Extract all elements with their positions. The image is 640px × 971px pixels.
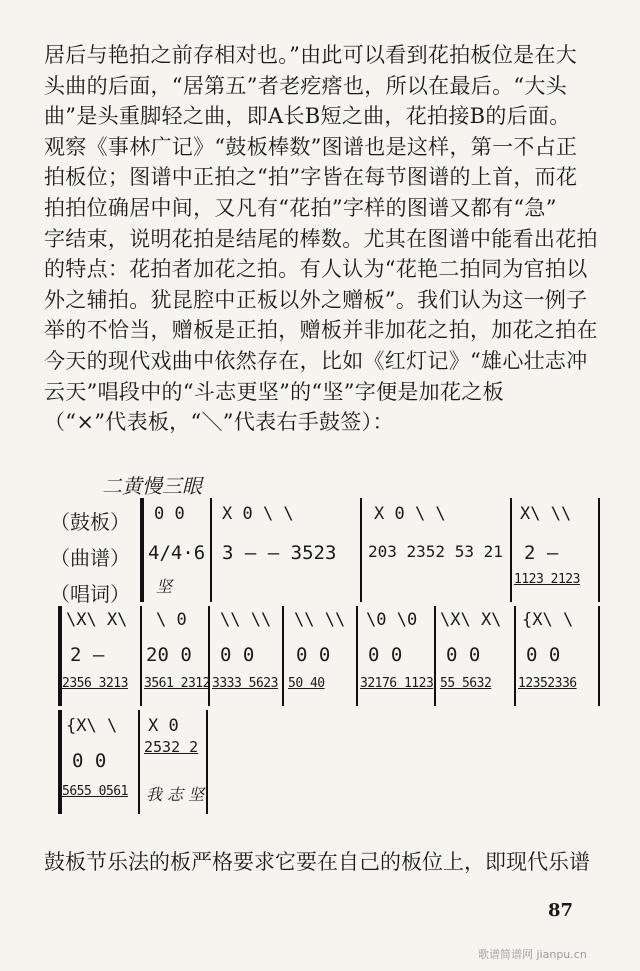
text-line: 今天的现代戏曲中依然存在，比如《红灯记》“雄心壮志冲 bbox=[44, 348, 588, 373]
melody-notation: 0 0 bbox=[220, 644, 255, 666]
barline bbox=[206, 710, 208, 814]
score-title: 二黄慢三眼 bbox=[102, 474, 202, 498]
accompaniment-notation: 55 5632 bbox=[440, 676, 492, 691]
accompaniment-notation: 5655 0561 bbox=[62, 784, 128, 799]
barline bbox=[598, 498, 600, 602]
row-label-lyric: （唱词） bbox=[50, 582, 130, 606]
body-paragraph bbox=[44, 40, 604, 438]
drum-notation: \X\ X\ bbox=[66, 610, 128, 630]
score-system-1 bbox=[140, 498, 600, 602]
row-label-drum: （鼓板） bbox=[50, 510, 130, 534]
accompaniment-notation: 1123 2123 bbox=[514, 572, 580, 587]
drum-notation: X 0 bbox=[148, 716, 179, 736]
text-line: 举的不恰当，赠板是正拍，赠板并非加花之拍，加花之拍在 bbox=[44, 318, 598, 343]
lyric-text: 我 志 坚 bbox=[146, 785, 205, 804]
drum-notation: {X\ \ bbox=[522, 610, 574, 630]
melody-notation: 2 — bbox=[70, 644, 105, 666]
barline bbox=[282, 606, 284, 706]
drum-notation: \\ \\ bbox=[294, 610, 346, 630]
barline bbox=[138, 710, 140, 814]
text-line: 外之辅拍。犹昆腔中正板以外之赠板”。我们认为这一例子 bbox=[44, 287, 588, 312]
melody-notation: 0 0 bbox=[368, 644, 403, 666]
accompaniment-notation: 3561 2312 bbox=[144, 676, 210, 691]
accompaniment-notation: 2356 3213 bbox=[62, 676, 128, 691]
accompaniment-notation: 50 40 bbox=[288, 676, 325, 691]
text-line: 观察《事林广记》“鼓板棒数”图谱也是这样，第一不占正 bbox=[44, 134, 578, 159]
closing-text-line: 鼓板节乐法的板严格要求它要在自己的板位上，即现代乐谱 bbox=[44, 850, 590, 874]
score-row-labels bbox=[50, 504, 130, 612]
accompaniment-notation: 32176 1123 bbox=[360, 676, 434, 691]
barline bbox=[598, 606, 600, 706]
text-line: 头曲的后面，“居第五”者老疙瘩也，所以在最后。“大头 bbox=[44, 73, 568, 98]
melody-notation: 0 0 bbox=[296, 644, 331, 666]
barline bbox=[360, 498, 362, 602]
score-system-2 bbox=[58, 606, 600, 706]
barline bbox=[208, 606, 210, 706]
barline bbox=[514, 606, 516, 706]
melody-notation: 2 — bbox=[524, 542, 559, 564]
melody-notation: 2532 2 bbox=[144, 738, 199, 756]
drum-notation: X 0 \ \ bbox=[222, 504, 294, 524]
drum-notation: X\ \\ bbox=[520, 504, 572, 524]
barline bbox=[58, 606, 62, 706]
page-number: 87 bbox=[548, 900, 574, 921]
score-system-3 bbox=[58, 710, 218, 814]
text-line: 的特点：花拍者加花之拍。有人认为“花艳二拍同为官拍以 bbox=[44, 257, 588, 282]
watermark: 歌谱简谱网 jianpu.cn bbox=[478, 948, 587, 961]
text-line: （“×”代表板，“＼”代表右手鼓签）： bbox=[44, 410, 394, 435]
drum-notation: \X\ X\ bbox=[440, 610, 502, 630]
drum-notation: \0 \0 bbox=[366, 610, 418, 630]
melody-notation: 0 0 bbox=[446, 644, 481, 666]
drum-notation: 0 0 bbox=[154, 504, 185, 524]
text-line: 拍板位；图谱中正拍之“拍”字皆在每节图谱的上首，而花 bbox=[44, 165, 578, 190]
lyric-text: 坚 bbox=[156, 577, 173, 596]
melody-notation: 4/4·6 bbox=[148, 542, 206, 564]
barline bbox=[510, 498, 512, 602]
melody-notation: 20 0 bbox=[146, 644, 192, 666]
drum-notation: \\ \\ bbox=[220, 610, 272, 630]
text-line: 字结束，说明花拍是结尾的棒数。尤其在图谱中能看出花拍 bbox=[44, 226, 598, 251]
barline bbox=[140, 498, 144, 602]
text-line: 拍拍位确居中间，又凡有“花拍”字样的图谱又都有“急” bbox=[44, 195, 557, 220]
drum-notation: {X\ \ bbox=[66, 716, 118, 736]
row-label-melody: （曲谱） bbox=[50, 546, 130, 570]
accompaniment-notation: 3333 5623 bbox=[212, 676, 278, 691]
accompaniment-notation: 12352336 bbox=[518, 676, 577, 691]
barline bbox=[434, 606, 436, 706]
text-line: 云天”唱段中的“斗志更坚”的“坚”字便是加花之板 bbox=[44, 379, 504, 404]
barline bbox=[356, 606, 358, 706]
barline bbox=[140, 606, 142, 706]
drum-notation: \ 0 bbox=[156, 610, 187, 630]
drum-notation: X 0 \ \ bbox=[374, 504, 446, 524]
text-line: 居后与艳拍之前存相对也。”由此可以看到花拍板位是在大 bbox=[44, 43, 578, 67]
melody-notation: 3 — — 3523 bbox=[222, 542, 337, 564]
barline bbox=[210, 498, 212, 602]
melody-notation: 0 0 bbox=[526, 644, 561, 666]
melody-notation: 203 2352 53 21 bbox=[368, 542, 503, 561]
text-line: 曲”是头重脚轻之曲，即A长B短之曲，花拍接B的后面。 bbox=[44, 104, 571, 129]
melody-notation: 0 0 bbox=[72, 750, 107, 772]
